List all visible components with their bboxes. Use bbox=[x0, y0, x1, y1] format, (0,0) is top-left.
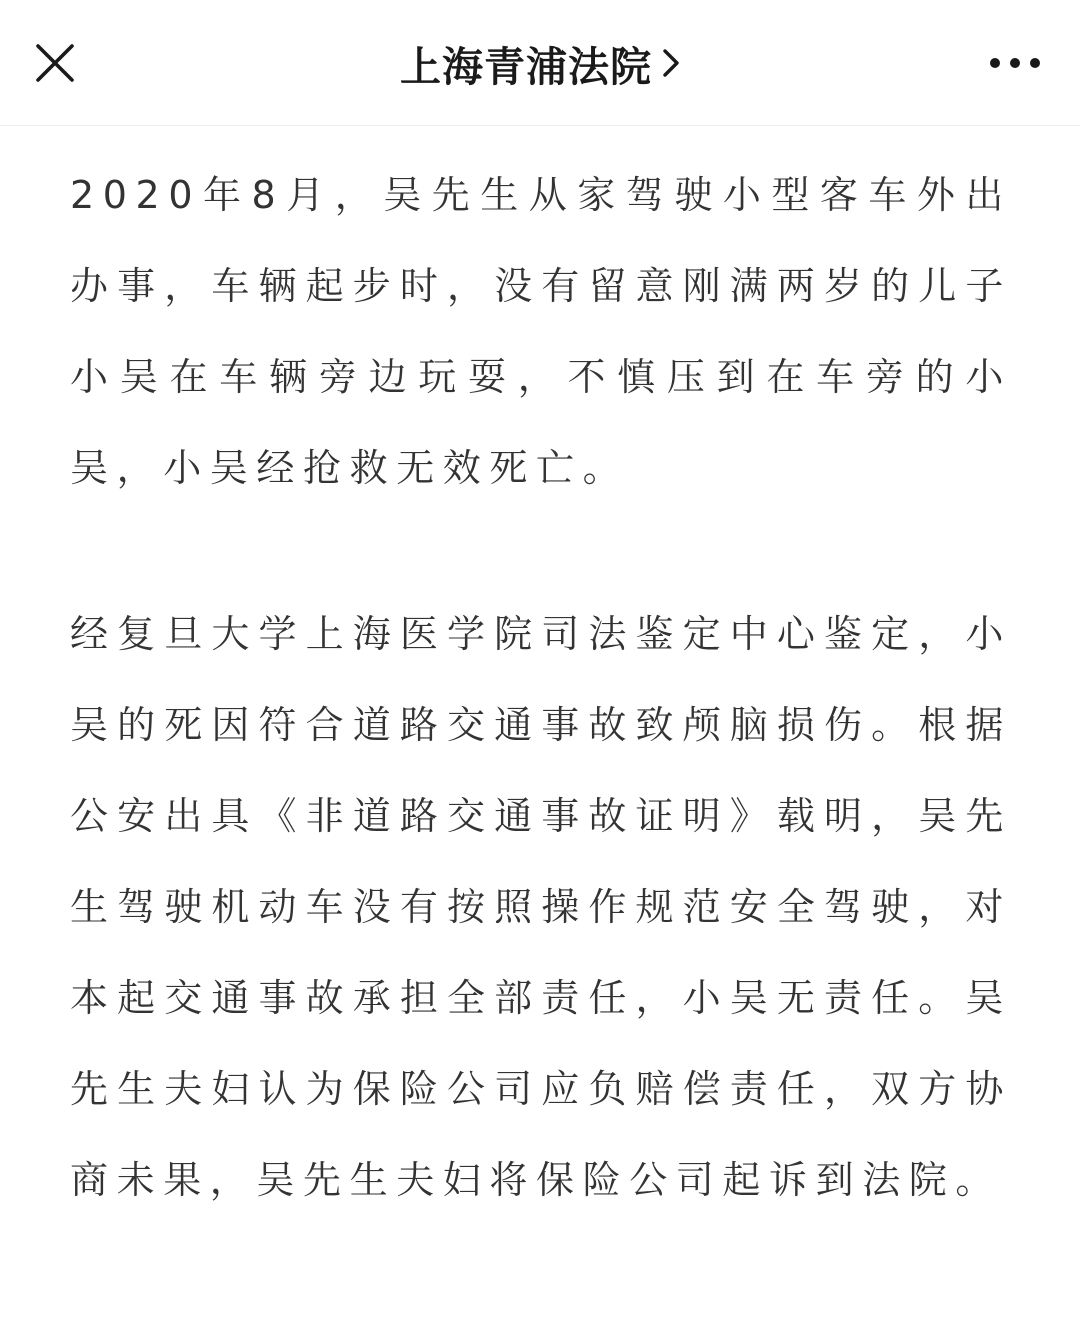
article-paragraph-2: 经复旦大学上海医学院司法鉴定中心鉴定，小吴的死因符合道路交通事故致颅脑损伤。根据公安出具《非道路交通事故证明》载明，吴先生驾驶机动车没有按照操作规范安全驾驶，对本起交通事故承担全部责任，小吴无责任。吴先生夫妇认为保险公司应负赔偿责任，双方协商未果，吴先生夫妇将保险公司起诉到法院。 bbox=[70, 612, 1012, 1202]
paragraph-spacer bbox=[70, 514, 1012, 589]
chevron-right-icon bbox=[662, 48, 680, 78]
article-paragraph-1: 2020年8月，吴先生从家驾驶小型客车外出办事，车辆起步时，没有留意刚满两岁的儿子小吴在车辆旁边玩耍，不慎压到在车旁的小吴，小吴经抢救无效死亡。 bbox=[70, 173, 1012, 490]
more-horizontal-icon bbox=[988, 56, 1042, 70]
article-body bbox=[70, 150, 1012, 1226]
more-options-button[interactable] bbox=[980, 34, 1050, 92]
top-navigation-bar bbox=[0, 0, 1080, 126]
account-title-link[interactable] bbox=[0, 34, 1080, 92]
page-title: 上海青浦法院 bbox=[400, 42, 652, 91]
